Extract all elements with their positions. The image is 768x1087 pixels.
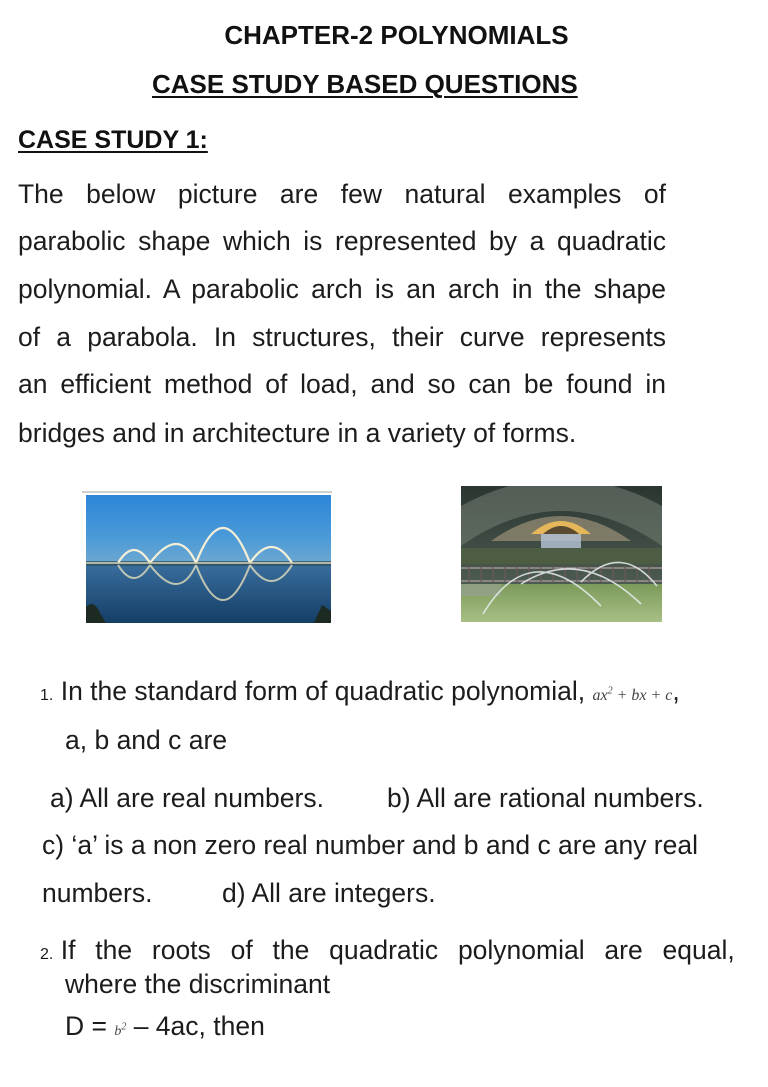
intro-line: parabolic shape which is represented by a quadratic [18,226,666,256]
intro-line: polynomial. A parabolic arch is an arch in the shape [18,274,666,304]
discriminant-formula: $D = b^2 - 4ac$, then [65,1011,265,1041]
intro-line: an efficient method of load, and so can be found in [18,369,666,399]
quadratic-formula: $ax^2$ + bx + c [592,685,673,704]
question-number: 1. [40,687,54,704]
intro-line: bridges and in architecture in a variety of forms. [18,418,577,448]
intro-line: of a parabola. In structures, their curve represents [18,322,666,352]
case-study-heading: CASE STUDY 1: [18,126,208,154]
question-2-line-2: where the discriminant [65,969,331,999]
image-top-rule [82,491,332,493]
question-number: 2. [40,946,54,963]
option-b: b) All are rational numbers. [387,783,704,813]
parabolic-arch-bridge-photo [86,495,331,623]
option-c-continued: numbers. [42,878,153,908]
question-text: If the roots of the quadratic polynomial are equal, [60,935,735,965]
section-title: CASE STUDY BASED QUESTIONS [152,69,578,99]
question-1-line-1: 1. In the standard form of quadratic polynomial, $ax^2$ + bx + c, [40,676,680,706]
question-text: In the standard form of quadratic polynomial, [60,676,586,706]
intro-line: The below picture are few natural examples of [18,179,666,209]
parabolic-fountain-photo [461,486,662,622]
question-1-line-2: a, b and c are [65,725,228,755]
option-c: c) ‘a’ is a non zero real number and b and c are any real [42,830,698,860]
option-d: d) All are integers. [222,878,436,908]
chapter-title: CHAPTER-2 POLYNOMIALS [224,20,569,50]
question-2-line-1 [40,935,740,966]
option-a: a) All are real numbers. [50,783,324,813]
